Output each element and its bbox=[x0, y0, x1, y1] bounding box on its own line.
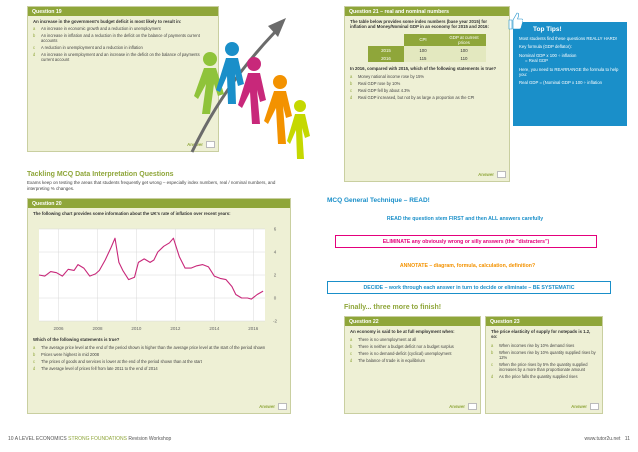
x-tick-label: 2008 bbox=[92, 326, 103, 331]
technique-step-decide: DECIDE – work through each answer in turn to decide or eliminate – BE SYSTEMATIC bbox=[327, 281, 611, 294]
q23-option-d[interactable]: d As the price falls the quantity supplied rises bbox=[491, 373, 578, 379]
q22-answer[interactable]: Answer bbox=[449, 403, 477, 410]
pulling-people-illustration bbox=[180, 4, 315, 164]
question-21-intro: The table below provides some index numbers (base year 2015) for inflation and Money/Nominal GDP in an economy for 2015 and 2016: bbox=[350, 19, 489, 30]
x-tick-label: 2010 bbox=[131, 326, 142, 331]
answer-box[interactable] bbox=[590, 403, 599, 410]
question-20-title: Question 20 bbox=[28, 199, 290, 208]
footer-subtitle: STRONG FOUNDATIONS bbox=[68, 436, 127, 442]
q20-option-b[interactable]: b Prices were highest in mid 2008 bbox=[33, 352, 100, 358]
footer-workshop: Revision Workshop bbox=[128, 436, 172, 442]
page-number-left: 10 bbox=[8, 436, 14, 442]
question-22-title: Question 22 bbox=[345, 317, 480, 326]
q19-answer[interactable]: Answer bbox=[187, 141, 215, 148]
technique-step-eliminate: ELIMINATE any obviously wrong or silly answers (the "distracters") bbox=[335, 235, 597, 248]
answer-box[interactable] bbox=[278, 403, 287, 410]
q21-option-b[interactable]: b Real GDP rose by 10% bbox=[350, 80, 401, 86]
person-lime bbox=[287, 100, 310, 159]
table-header-gdp: GDP at current prices bbox=[442, 34, 486, 46]
tip-line: Here, you need to REARRANGE the formula to help you: bbox=[519, 66, 619, 78]
q23-answer[interactable]: Answer bbox=[571, 403, 599, 410]
q21-option-d[interactable]: d Real GDP increased, but not by as large a proportion as the CPI bbox=[350, 94, 475, 100]
tackling-body: Exams keep on testing the areas that students frequently get wrong – especially index numbers, real / nominal numbers, and interpreting % changes. bbox=[27, 180, 276, 191]
inflation-chart bbox=[33, 223, 287, 335]
index-table bbox=[368, 34, 486, 62]
q23-option-a[interactable]: a When incomes rise by 10% demand rises bbox=[491, 342, 575, 348]
question-19-stem: An increase in the government's budget deficit is most likely to result in: bbox=[33, 19, 182, 24]
table-header-cpi: CPI bbox=[404, 34, 442, 46]
y-tick-label: 6 bbox=[273, 226, 277, 232]
answer-box[interactable] bbox=[497, 171, 506, 178]
q21-option-a[interactable]: a Money national income rose by 15% bbox=[350, 73, 424, 79]
q19-option-c[interactable]: c A reduction in unemployment and a reduction in inflation bbox=[33, 45, 143, 51]
footer-url[interactable]: www.tutor2u.net bbox=[584, 436, 621, 442]
question-20-card bbox=[27, 198, 291, 414]
question-20-intro: The following chart provides some information about the UK's rate of inflation over recent years: bbox=[33, 211, 231, 216]
tip-line: Key formula (GDP deflator): bbox=[519, 44, 572, 50]
x-tick-label: 2016 bbox=[248, 326, 259, 331]
q20-option-c[interactable]: c The prices of goods and services is lower at the end of the period shown than at the start bbox=[33, 359, 202, 365]
y-tick-label: -2 bbox=[272, 318, 278, 324]
tip-line: Real GDP = (Nominal GDP x 100 ÷ inflation bbox=[519, 80, 603, 86]
q22-option-a[interactable]: a There is no unemployment at all bbox=[350, 337, 417, 343]
q23-option-c[interactable]: c When the price rises by 5% the quantity supplied increases by a more than proportionate amount bbox=[491, 361, 588, 372]
q19-option-b[interactable]: b An increase in inflation and a reduction in the deficit on the balance of payments current accounts bbox=[33, 33, 200, 44]
page-number-right: 11 bbox=[624, 436, 630, 442]
tip-line: Nominal GDP x 100 ÷ inflation bbox=[519, 52, 577, 58]
x-tick-label: 2012 bbox=[170, 326, 181, 331]
person-magenta bbox=[238, 57, 266, 124]
tackling-heading: Tackling MCQ Data Interpretation Questions bbox=[27, 171, 174, 178]
q20-option-a[interactable]: a The average price level at the end of the period shown is higher than the average price level at the start of the period shown bbox=[33, 345, 266, 351]
answer-box[interactable] bbox=[468, 403, 477, 410]
person-orange bbox=[264, 75, 292, 144]
x-tick-label: 2014 bbox=[209, 326, 220, 331]
question-22-card bbox=[344, 316, 481, 414]
question-22-stem: An economy is said to be at full employment when: bbox=[350, 329, 455, 334]
top-tips-title: Top Tips! bbox=[533, 26, 562, 33]
question-23-title: Question 23 bbox=[486, 317, 602, 326]
question-21-title: Question 21 – real and nominal numbers bbox=[345, 7, 509, 16]
question-23-card bbox=[485, 316, 603, 414]
thumbs-up-icon bbox=[507, 12, 523, 30]
q19-option-d[interactable]: d An increase in unemployment and an increase in the deficit on the balance of payments current account bbox=[33, 52, 200, 63]
y-tick-label: 4 bbox=[273, 249, 277, 255]
footer-title: A LEVEL ECONOMICS bbox=[14, 436, 67, 442]
question-19-title: Question 19 bbox=[28, 7, 218, 16]
question-20-stem: Which of the following statements is true? bbox=[33, 337, 120, 342]
q22-option-c[interactable]: c There is no demand-deficit (cyclical) unemployment bbox=[350, 351, 452, 357]
y-tick-label: 0 bbox=[273, 295, 277, 301]
x-tick-label: 2006 bbox=[53, 326, 64, 331]
q23-option-b[interactable]: b When incomes rise by 10% quantity supplied rises by 12% bbox=[491, 349, 596, 360]
top-tips-panel bbox=[513, 22, 627, 126]
q21-answer[interactable]: Answer bbox=[478, 171, 506, 178]
footer-left bbox=[8, 436, 171, 442]
tip-line: = Real GDP bbox=[525, 58, 549, 64]
technique-step-read: READ the question stem FIRST and then ALL answers carefully bbox=[386, 216, 544, 222]
q22-option-b[interactable]: b There is neither a budget deficit nor a budget surplus bbox=[350, 344, 454, 350]
q19-option-a[interactable]: a An increase in economic growth and a reduction in unemployment bbox=[33, 26, 161, 32]
q22-option-d[interactable]: d The balance of trade is in equilibrium bbox=[350, 358, 425, 364]
q20-answer[interactable]: Answer bbox=[259, 403, 287, 410]
q20-option-d[interactable]: d The average level of prices fell from late 2011 to the end of 2014 bbox=[33, 366, 158, 372]
tip-line: Most students find these questions REALLY HARD! bbox=[519, 36, 618, 41]
technique-step-annotate: ANNOTATE – diagram, formula, calculation, definition? bbox=[399, 262, 536, 269]
footer-right bbox=[585, 436, 630, 442]
technique-heading: MCQ General Technique – READ! bbox=[327, 197, 430, 204]
q21-option-c[interactable]: c Real GDP fell by about 4.3% bbox=[350, 87, 411, 93]
finally-heading: Finally... three more to finish! bbox=[344, 304, 442, 311]
table-row: 2015 100 100 bbox=[368, 46, 486, 54]
question-21-stem: In 2016, compared with 2015, which of the following statements is true? bbox=[350, 66, 497, 72]
question-23-stem: The price elasticity of supply for notepads is 1.2, so: bbox=[491, 329, 591, 340]
table-row: 2016 115 110 bbox=[368, 54, 486, 62]
y-tick-label: 2 bbox=[273, 272, 277, 278]
question-21-card bbox=[344, 6, 510, 182]
